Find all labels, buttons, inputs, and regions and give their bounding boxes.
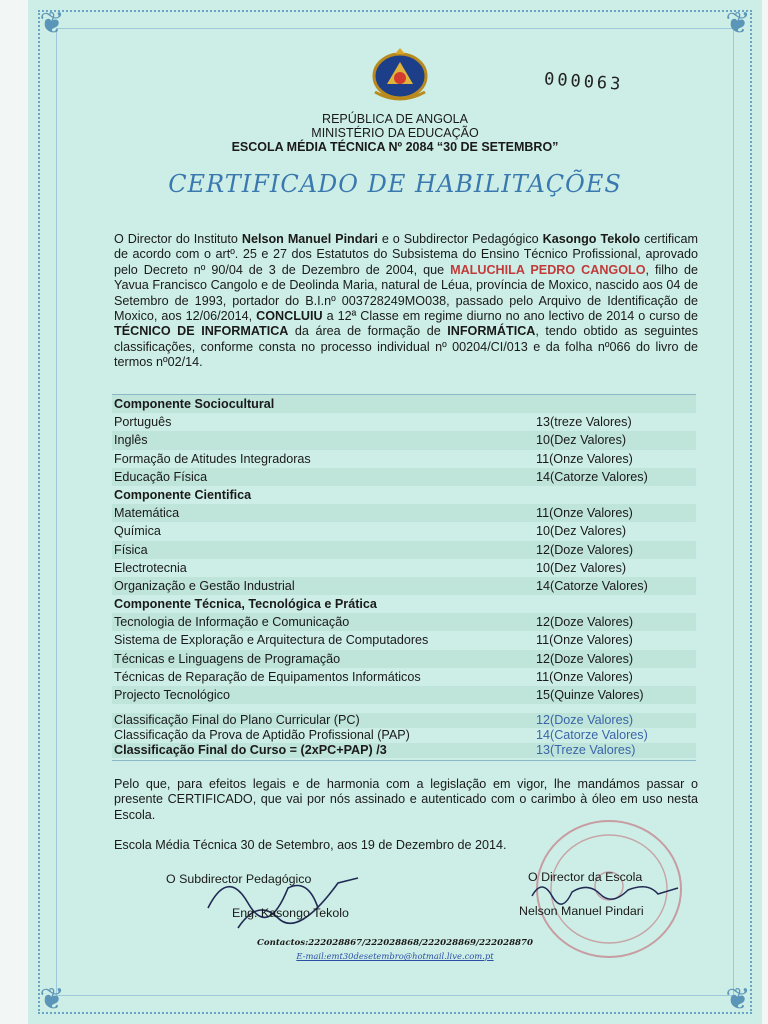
grade-value: 12(Doze Valores)	[536, 615, 634, 630]
grade-value: 10(Dez Valores)	[536, 433, 627, 448]
corner-ornament-icon: ❦	[725, 7, 751, 40]
contacts: Contactos:222028867/222028868/222028869/222028870	[257, 938, 533, 948]
grade-row	[112, 541, 696, 559]
email-link[interactable]: E-mail:emt30desetembro@hotmail.live.com.pt	[296, 951, 494, 961]
final-grade-value: 12(Doze Valores)	[536, 713, 634, 727]
area-name: INFORMÁTICA	[447, 324, 536, 339]
header-republic: REPÚBLICA DE ANGOLA	[322, 112, 468, 126]
grade-value: 12(Doze Valores)	[536, 651, 634, 666]
subject-name: Química	[114, 524, 161, 539]
certificate-title: CERTIFICADO DE HABILITAÇÕES	[168, 170, 622, 198]
director-name-signed: Nelson Manuel Pindari	[519, 904, 644, 918]
certificate-body: O Director do Instituto Nelson Manuel Pindari e o Subdirector Pedagógico Kasongo Tekolo certificam de acordo com o artº. 25 e 27 dos Estatutos do Subsistema do Ensino Técnico Profissional, aprovado pelo Decreto nº 90/04 de 3 de Dezembro de 2004, que MALUCHILA PEDRO CANGOLO, filho de Yavua Francisco Cangolo e de Deolinda Maria, natural de Léua, província de Moxico, nascido aos 04 de Setembro de 1993, portador do B.I.nº 003728249MO038, passado pelo Arquivo de Identificação de Moxico, aos 12/06/2014, CONCLUIU a 12ª Classe em regime diurno no ano lectivo de 2014 o curso de TÉCNICO DE INFORMATICA da área de formação de INFORMÁTICA, tendo obtido as seguintes classificações, conforme consta no processo individual nº 00204/CI/013 e da folha nº066 do livro de termos nº02/14.	[114, 232, 698, 370]
grade-value: 12(Doze Valores)	[536, 542, 634, 557]
grade-row	[112, 431, 696, 449]
student-name: MALUCHILA PEDRO CANGOLO	[450, 262, 646, 277]
grade-row	[112, 613, 696, 631]
grades-table	[112, 395, 696, 704]
header-ministry: MINISTÉRIO DA EDUCAÇÃO	[311, 126, 479, 140]
grade-row	[112, 413, 696, 431]
grade-row	[112, 668, 696, 686]
corner-ornament-icon: ❦	[39, 7, 65, 40]
final-grade-label: Classificação Final do Plano Curricular (PC)	[114, 713, 360, 727]
subject-name: Português	[114, 415, 172, 430]
grade-value: 11(Onze Valores)	[536, 451, 633, 466]
subject-name: Inglês	[114, 433, 148, 448]
grade-row	[112, 522, 696, 540]
director-name: Nelson Manuel Pindari	[241, 232, 378, 246]
subject-name: Formação de Atitudes Integradoras	[114, 451, 311, 466]
grade-value: 11(Onze Valores)	[536, 669, 633, 684]
national-emblem-icon	[365, 48, 435, 104]
grade-value: 11(Onze Valores)	[536, 633, 633, 648]
grade-section-header	[112, 395, 696, 413]
subject-name: Educação Física	[114, 469, 208, 484]
grade-section-header	[112, 595, 696, 613]
section-label: Componente Técnica, Tecnológica e Prática	[114, 597, 377, 612]
course-name: TÉCNICO DE INFORMATICA	[114, 324, 289, 339]
subdirector-role: O Subdirector Pedagógico	[166, 872, 312, 886]
final-grade-value: 13(Treze Valores)	[536, 743, 636, 757]
certificate-sheet	[28, 0, 762, 1024]
grade-value: 13(treze Valores)	[536, 415, 632, 430]
grade-row	[112, 650, 696, 668]
subject-name: Organização e Gestão Industrial	[114, 578, 295, 593]
corner-ornament-icon: ❦	[725, 983, 751, 1016]
grade-value: 10(Dez Valores)	[536, 560, 627, 575]
final-grade-row	[112, 728, 696, 743]
director-signature-icon	[528, 876, 688, 906]
subject-name: Matemática	[114, 506, 180, 521]
serial-number: 000063	[543, 69, 625, 95]
subject-name: Técnicas de Reparação de Equipamentos Informáticos	[114, 669, 421, 684]
subdirector-name-signed: Eng. Kasongo Tekolo	[232, 906, 349, 920]
subject-name: Tecnologia de Informação e Comunicação	[114, 615, 350, 630]
grade-row	[112, 450, 696, 468]
grade-row	[112, 686, 696, 704]
grade-row	[112, 468, 696, 486]
subject-name: Projecto Tecnológico	[114, 688, 230, 702]
grade-row	[112, 577, 696, 595]
grade-row	[112, 631, 696, 649]
grade-value: 11(Onze Valores)	[536, 506, 633, 521]
final-grades-table	[112, 713, 696, 758]
subject-name: Electrotecnia	[114, 560, 187, 575]
subject-name: Física	[114, 542, 148, 557]
grade-value: 14(Catorze Valores)	[536, 469, 648, 484]
grade-row	[112, 504, 696, 522]
grade-value: 10(Dez Valores)	[536, 524, 627, 539]
section-label: Componente Cientifica	[114, 487, 252, 502]
final-grade-label: Classificação da Prova de Aptidão Profissional (PAP)	[114, 728, 410, 742]
final-grade-row	[112, 713, 696, 728]
closing-paragraph: Pelo que, para efeitos legais e de harmonia com a legislação em vigor, lhe mandámos passar o presente CERTIFICADO, que vai por nós assinado e autenticado com o carimbo à óleo em uso nesta Escola.	[114, 777, 698, 822]
final-grade-value: 14(Catorze Valores)	[536, 728, 648, 742]
final-grade-row	[112, 743, 696, 758]
grade-value: 14(Catorze Valores)	[536, 578, 648, 593]
director-role: O Director da Escola	[528, 870, 643, 884]
subdirector-name: Kasongo Tekolo	[542, 232, 641, 246]
corner-ornament-icon: ❦	[39, 983, 65, 1016]
final-grade-label: Classificação Final do Curso = (2xPC+PAP) /3	[114, 743, 387, 757]
grade-section-header	[112, 486, 696, 504]
grade-row	[112, 559, 696, 577]
subject-name: Sistema de Exploração e Arquitectura de Computadores	[114, 633, 429, 648]
subject-name: Técnicas e Linguagens de Programação	[114, 651, 341, 666]
header-school: ESCOLA MÉDIA TÉCNICA Nº 2084 “30 DE SETEMBRO”	[231, 140, 559, 154]
section-label: Componente Sociocultural	[114, 397, 275, 411]
grade-value: 15(Quinze Valores)	[536, 688, 644, 702]
place-and-date: Escola Média Técnica 30 de Setembro, aos 19 de Dezembro de 2014.	[114, 838, 507, 852]
subdirector-signature-icon	[198, 858, 378, 938]
